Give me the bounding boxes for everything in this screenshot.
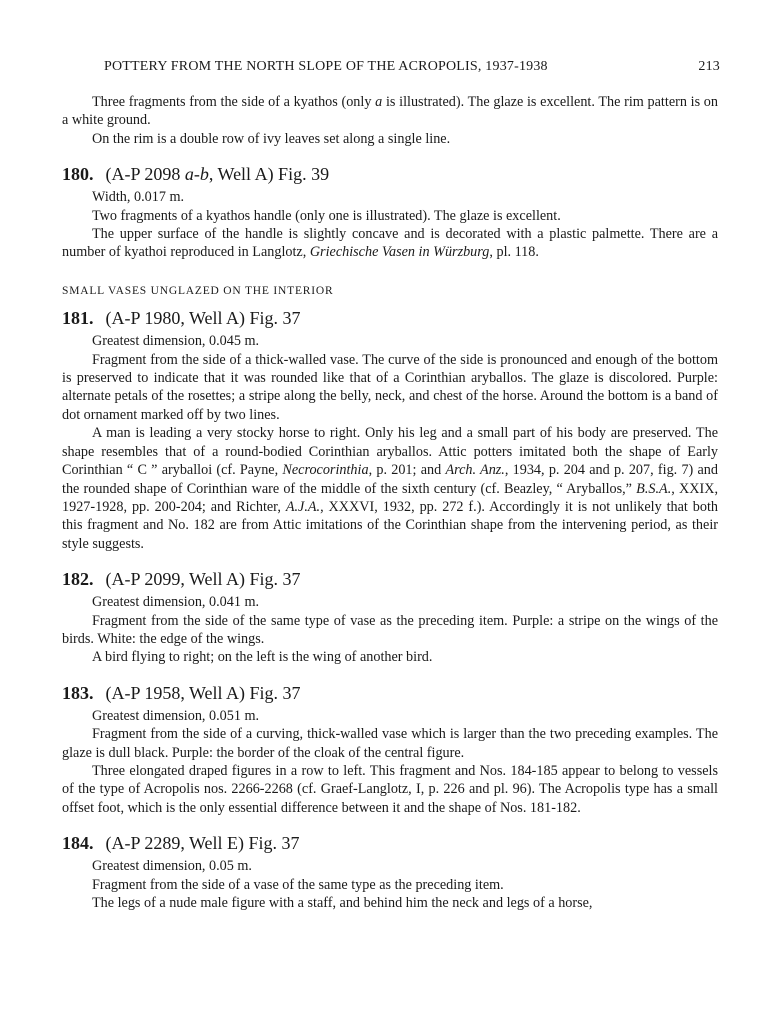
entry-183-paragraph-2: Three elongated draped figures in a row to left. This fragment and Nos. 184-185 appear to belong to vessels of the type of Acropolis nos. 2266-2268 (cf. Graef-Langlotz, I, p. 226 and pl. 96). The Acropolis type has a small offset foot, which is the only essential difference between it and the shape of Nos. 181-182.	[62, 762, 718, 816]
entry-number: 184.	[62, 833, 94, 854]
entry-183-paragraph-1: Fragment from the side of a curving, thick-walled vase which is larger than the two preceding examples. The glaze is dull black. Purple: the border of the cloak of the central figure.	[62, 726, 718, 761]
text-italic: Griechische Vasen in Würzburg	[309, 244, 490, 261]
entry-182-paragraph-1: Fragment from the side of the same type of vase as the preceding item. Purple: a stripe on the wings of the birds. White: the edge of the wings.	[62, 612, 718, 647]
entry-180-dimension: Width, 0.017 m.	[92, 189, 185, 206]
text-italic: A.J.A.	[285, 498, 321, 515]
text: A man is leading a very stocky horse to right. Only his leg and a small part of his body are preserved. The shape resembles that of a round-bodied Corinthian aryballos. Attic potters imitated both the shape of Early Corinthian “ C ” aryballoi (cf. Payne,	[62, 425, 718, 479]
running-header	[104, 59, 720, 75]
entry-number: 183.	[62, 682, 94, 703]
text: is illustrated). The glaze is excellent. The rim pattern is on a white ground.	[62, 94, 718, 129]
entry-180-heading	[62, 162, 718, 186]
entry-183-dimension: Greatest dimension, 0.051 m.	[92, 707, 260, 724]
text: The upper surface of the handle is slightly concave and is decorated with a plastic palmette. There are a number of kyathoi reproduced in Langlotz,	[62, 226, 718, 261]
entry-183-heading	[62, 681, 718, 705]
text: , pl. 118.	[489, 244, 539, 261]
entry-184-dimension: Greatest dimension, 0.05 m.	[92, 858, 252, 875]
section-title: SMALL VASES UNGLAZED ON THE INTERIOR	[62, 284, 334, 297]
text: (A-P 1980, Well A) Fig. 37	[105, 308, 301, 329]
entry-182-paragraph-2: A bird flying to right; on the left is the wing of another bird.	[92, 649, 433, 666]
text: (A-P 2098	[105, 164, 185, 185]
entry-number: 180.	[62, 164, 94, 185]
text-italic: Arch. Anz.	[445, 462, 505, 479]
text: , XXIX, 1927-1928, pp. 200-204; and Richter,	[62, 480, 718, 515]
text-italic: Necrocorinthia	[282, 462, 369, 479]
running-title: POTTERY FROM THE NORTH SLOPE OF THE ACROPOLIS, 1937-1938	[104, 59, 548, 74]
text: , XXXVI, 1932, pp. 272 f.). Accordingly it is not unlikely that both this fragment and No. 182 are from Attic imitations of the Corinthian shape from the intervening period, as their style suggests.	[62, 498, 718, 552]
entry-181-paragraph-1: Fragment from the side of a thick-walled vase. The curve of the side is pronounced and enough of the bottom is preserved to indicate that it was rounded like that of a Corinthian aryballos. The glaze is discolored. Purple: alternate petals of the rosettes; a stripe along the belly, neck, and chest of the horse. Around the bottom is a band of dot ornament marked off by two lines.	[62, 351, 718, 423]
text-italic: a-b	[184, 164, 209, 185]
entry-180-paragraph-1: Two fragments of a kyathos handle (only one is illustrated). The glaze is excellent.	[92, 207, 561, 224]
entry-182-heading	[62, 567, 718, 591]
text: (A-P 1958, Well A) Fig. 37	[105, 682, 301, 703]
entry-182-dimension: Greatest dimension, 0.041 m.	[92, 594, 260, 611]
page-body	[62, 93, 718, 912]
entry-180-paragraph-2	[62, 225, 718, 262]
entry-184-paragraph-2: The legs of a nude male figure with a staff, and behind him the neck and legs of a horse,	[92, 895, 593, 911]
intro-paragraph-1	[62, 93, 718, 130]
text: Three fragments from the side of a kyathos (only	[92, 94, 376, 110]
entry-number: 182.	[62, 569, 94, 590]
text-italic: B.S.A.	[636, 480, 672, 497]
text: (A-P 2099, Well A) Fig. 37	[105, 569, 301, 590]
intro-paragraph-2: On the rim is a double row of ivy leaves set along a single line.	[92, 130, 451, 147]
entry-184-heading	[62, 831, 718, 855]
text-italic: a	[375, 94, 383, 110]
text: , p. 201; and	[368, 462, 446, 479]
entry-181-paragraph-2	[62, 424, 718, 553]
entry-184-paragraph-1: Fragment from the side of a vase of the same type as the preceding item.	[92, 876, 504, 893]
text: (A-P 2289, Well E) Fig. 37	[105, 833, 300, 854]
entry-number: 181.	[62, 308, 94, 329]
text: , 1934, p. 204 and p. 207, fig. 7) and the rounded shape of Corinthian ware of the middle of the sixth century (cf. Beazley, “ Aryballos,”	[62, 462, 718, 497]
entry-181-heading	[62, 306, 718, 330]
text: , Well A) Fig. 39	[208, 164, 330, 185]
page-number: 213	[698, 59, 720, 74]
entry-181-dimension: Greatest dimension, 0.045 m.	[92, 333, 260, 350]
